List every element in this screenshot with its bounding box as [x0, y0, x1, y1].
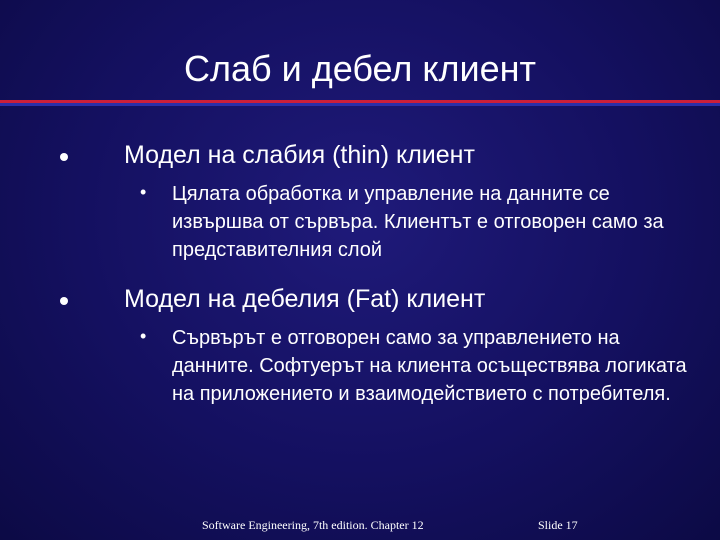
- bullet-dot-icon: [60, 153, 68, 161]
- sub-bullet-text: Цялата обработка и управление на данните се извършва от сървъра. Клиентът е отговорен само за представителния слой: [172, 183, 664, 261]
- footer-book: Software Engineering, 7th edition. Chapter 12: [202, 518, 424, 532]
- sub-bullet-text: Сървърът е отговорен само за управлението на данните. Софтуерът на клиента осъществява логиката на приложението и взаимодействието с потребителя.: [172, 327, 687, 405]
- bullet-dot-icon: [60, 297, 68, 305]
- divider-blue-line: [0, 103, 720, 106]
- title-divider: [0, 100, 720, 106]
- slide-title: Слаб и дебел клиент: [183, 48, 537, 89]
- sub-bullet-icon: •: [140, 182, 147, 202]
- bullet-label: Модел на слабия (thin) клиент: [124, 141, 475, 169]
- footer-slide-number: Slide 17: [538, 518, 578, 532]
- sub-bullet-icon: •: [140, 326, 147, 346]
- bullet-label: Модел на дебелия (Fat) клиент: [124, 285, 486, 313]
